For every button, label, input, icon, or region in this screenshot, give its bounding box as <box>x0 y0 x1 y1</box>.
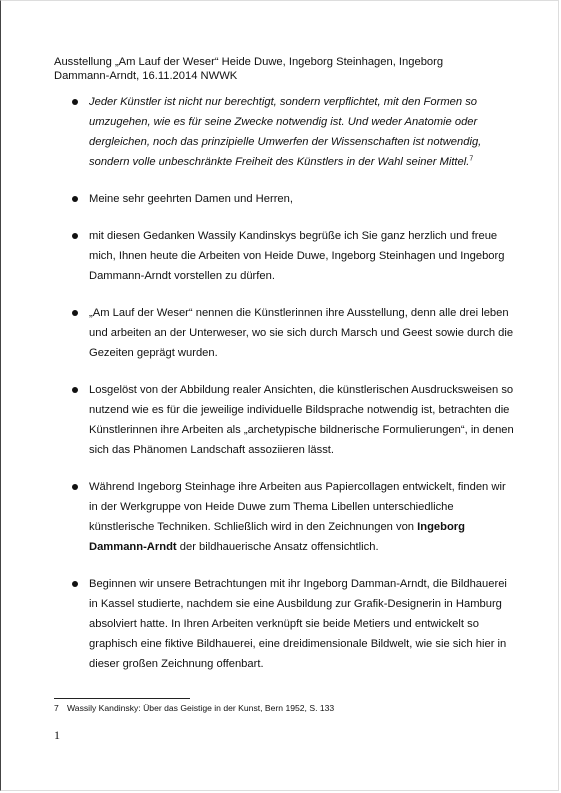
bullet-dot-icon <box>72 581 78 587</box>
bullet-item-exhibition-title <box>72 303 517 363</box>
bullet-item-techniques <box>72 477 517 557</box>
welcome-text: mit diesen Gedanken Wassily Kandinskys begrüße ich Sie ganz herzlich und freue mich, Ihnen heute die Arbeiten von Heide Duwe, Ingeborg Steinhagen und Ingeborg Dammann-Arndt vorstellen zu dürfen. <box>89 230 505 282</box>
bullet-list <box>72 92 517 691</box>
bullet-item-biography <box>72 574 517 674</box>
header-line-2: Dammann-Arndt, 16.11.2014 NWWK <box>54 70 238 82</box>
footnote-text: Wassily Kandinsky: Über das Geistige in der Kunst, Bern 1952, S. 133 <box>67 703 335 713</box>
bullet-dot-icon <box>72 387 78 393</box>
bullet-item-welcome <box>72 226 517 286</box>
footnote-number: 7 <box>54 703 59 713</box>
bullet-item-greeting <box>72 189 517 209</box>
bullet-dot-icon <box>72 484 78 490</box>
document-header <box>54 55 514 83</box>
bullet-dot-icon <box>72 310 78 316</box>
greeting-text: Meine sehr geehrten Damen und Herren, <box>89 193 293 205</box>
techniques-text-after: der bildhauerische Ansatz offensichtlich. <box>176 541 379 553</box>
artist-name-bold: Ingeborg Dammann-Arndt <box>89 521 465 553</box>
exhibition-text: „Am Lauf der Weser“ nennen die Künstlerinnen ihre Ausstellung, denn alle drei leben und arbeiten an der Unterweser, wo sie sich durch Marsch und Geest sowie durch die Gezeiten geprägt wurden. <box>89 307 514 359</box>
techniques-text-before: Während Ingeborg Steinhage ihre Arbeiten aus Papiercollagen entwickelt, finden wir in der Werkgruppe von Heide Duwe zum Thema Libellen unterschiedliche künstlerische Techniken. Schließlich wird in den Zeichnungen von <box>89 481 506 533</box>
bullet-dot-icon <box>72 196 78 202</box>
footnote <box>54 703 334 714</box>
header-line-1: Ausstellung „Am Lauf der Weser“ Heide Duwe, Ingeborg Steinhagen, Ingeborg <box>54 56 444 68</box>
bullet-dot-icon <box>72 99 78 105</box>
bullet-item-approach <box>72 380 517 460</box>
footnote-reference[interactable]: 7 <box>469 155 474 163</box>
biography-text: Beginnen wir unsere Betrachtungen mit ihr Ingeborg Damman-Arndt, die Bildhauerei in Kassel studierte, nachdem sie eine Ausbildung zur Grafik-Designerin in Hamburg absolviert hatte. In Ihren Arbeiten verknüpft sie beide Metiers und entwickelt so graphisch eine fiktive Bildhauerei, eine dreidimensionale Bildwelt, wie sie sich hier in dieser großen Zeichnung offenbart. <box>89 578 507 670</box>
quote-text: Jeder Künstler ist nicht nur berechtigt, sondern verpflichtet, mit den Formen so umzugehen, wie es für seine Zwecke notwendig ist. Und weder Anatomie oder dergleichen, noch das prinzipielle Umwerfen der Wissenschaften ist notwendig, sondern volle unbeschränkte Freiheit des Künstlers in der Wahl seiner Mittel. <box>89 96 482 168</box>
bullet-dot-icon <box>72 233 78 239</box>
approach-text: Losgelöst von der Abbildung realer Ansichten, die künstlerischen Ausdrucksweisen so nutzend wie es für die jeweilige individuelle Bildsprache notwendig ist, betrachten die Künstlerinnen ihre Arbeiten als „archetypische bildnerische Formulierungen“, in denen sich das Phänomen Landschaft assoziieren lässt. <box>89 384 514 456</box>
footnote-separator <box>54 698 190 699</box>
bullet-item-quote <box>72 92 517 172</box>
page-number: 1 <box>54 728 60 742</box>
